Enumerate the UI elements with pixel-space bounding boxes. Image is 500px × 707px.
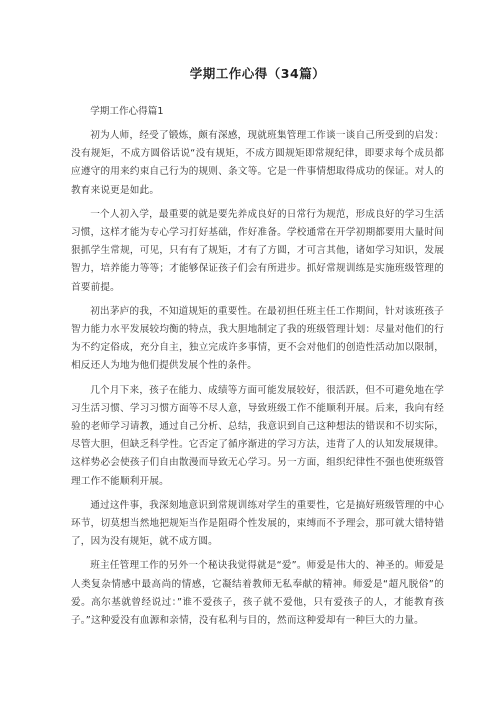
body-paragraph: 班主任管理工作的另外一个秘诀我觉得就是“爱”。师爱是伟大的、神圣的。师爱是人类复杂情感中最高尚的情感，它凝结着教师无私奉献的精神。师爱是“超凡脱俗”的爱。高尔基就曾经说过：”谁不爱孩子，孩子就不爱他，只有爱孩子的人，才能教育孩子。”这种爱没有血源和亲情，没有私利与目的，然而这种爱却有一种巨大的力量。 [71,560,444,627]
page-title: 学期工作心得（34篇） [189,66,326,81]
document-body [71,127,444,630]
section-heading: 学期工作心得篇1 [90,106,164,117]
body-paragraph: 一个人初入学，最重要的就是要先养成良好的日常行为规范，形成良好的学习生活习惯，这样才能为专心学习打好基础，作好准备。学校通常在开学初期都要用大量时间狠抓学生常规，可见，只有有了规矩，才有了方圆，才可言其他，诸如学习知识，发展智力，培养能力等等；才能够保证孩子们会有所进步。抓好常规训练是实施班级管理的首要前提。 [71,208,444,293]
body-paragraph: 初出茅庐的我，不知道规矩的重要性。在最初担任班主任工作期间，针对该班孩子智力能力水平发展较均衡的特点，我大胆地制定了我的班级管理计划：尽量对他们的行为不约定俗成，充分自主，独立完成许多事情，更不会对他们的创造性活动加以限制，相反还人为地为他们提供发展个性的条件。 [71,305,444,372]
body-paragraph: 通过这件事，我深刻地意识到常规训练对学生的重要性，它是搞好班级管理的中心环节，切莫想当然地把规矩当作是阻碍个性发展的，束缚而不予理会，那可就大错特错了，因为没有规矩，就不成方圆。 [71,499,444,548]
body-paragraph: 初为人师，经受了锻炼，颇有深感，现就班集管理工作谈一谈自己所受到的启发：没有规矩，不成方圆俗话说“没有规矩，不成方圆规矩即常规纪律，即要求每个成员都应遵守的用来约束自己行为的规则、条文等。它是一件事情想取得成功的保证。对人的教育来说更是如此。 [71,130,444,196]
body-paragraph: 几个月下来，孩子在能力、成绩等方面可能发展较好，很活跃，但不可避免地在学习生活习惯、学习习惯方面等不尽人意，导致班级工作不能顺利开展。后来，我向有经验的老师学习请教，通过自己分析、总结，我意识到自己这种想法的错误和不切实际，尽管大胆，但缺乏科学性。它否定了循序渐进的学习方法，违背了人的认知发展规律。这样势必会使孩子们自由散漫而导致无心学习。另一方面，组织纪律性不强也使班级管理工作不能顺利开展。 [71,384,444,487]
